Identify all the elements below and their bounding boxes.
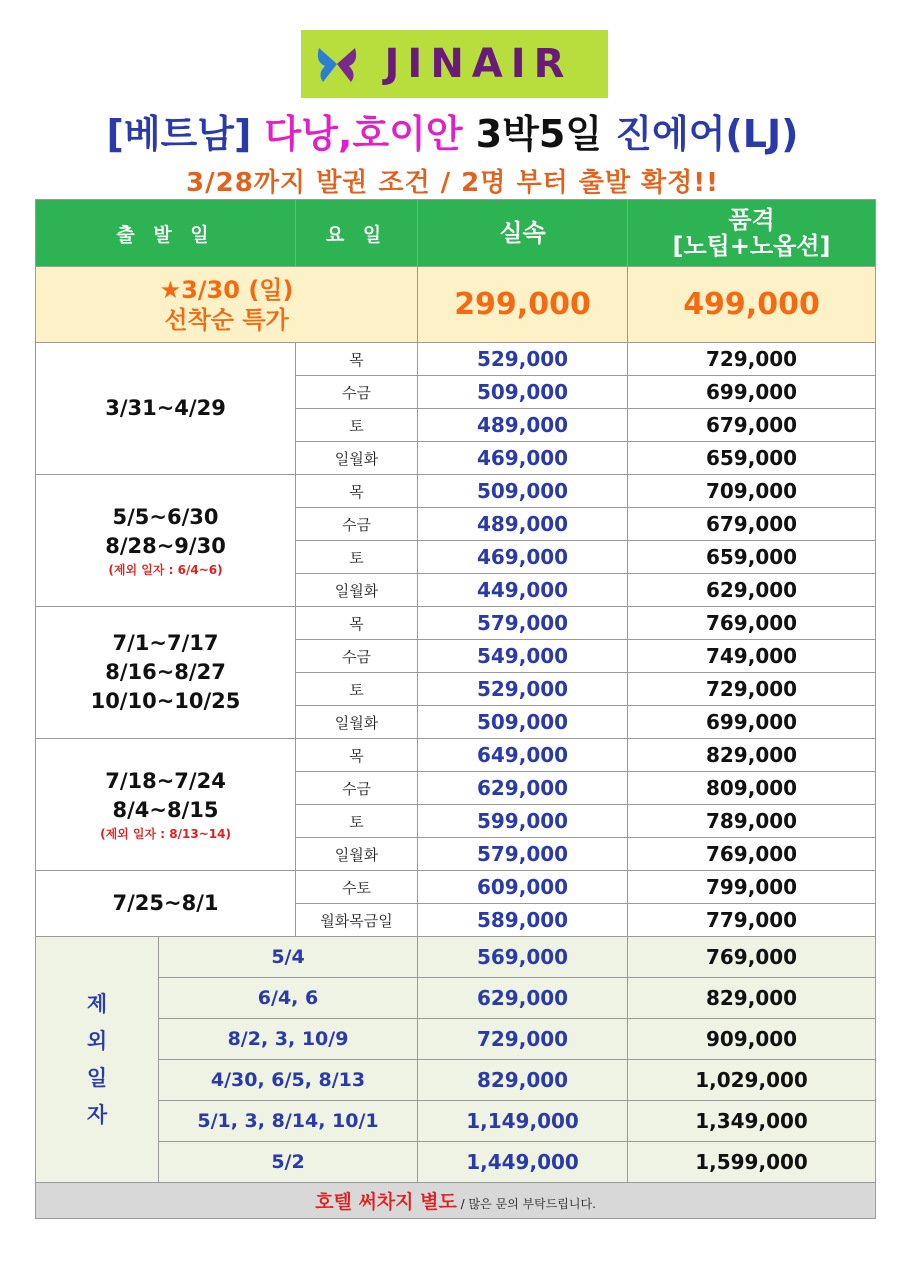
price-economy: 729,000 [418, 1019, 628, 1060]
price-economy: 609,000 [418, 871, 628, 904]
price-economy: 829,000 [418, 1060, 628, 1101]
price-premium: 749,000 [628, 640, 876, 673]
price-economy: 489,000 [418, 508, 628, 541]
price-economy: 629,000 [418, 978, 628, 1019]
price-economy: 509,000 [418, 376, 628, 409]
weekday-cell: 목 [296, 343, 418, 376]
date-range: 7/1~7/17 [112, 631, 219, 655]
price-premium: 1,029,000 [628, 1060, 876, 1101]
weekday-cell: 목 [296, 607, 418, 640]
butterfly-logo-icon [315, 42, 359, 86]
price-economy: 469,000 [418, 442, 628, 475]
weekday-cell: 수금 [296, 640, 418, 673]
inquiry-note: 많은 문의 부탁드립니다. [468, 1197, 596, 1211]
weekday-cell: 수토 [296, 871, 418, 904]
weekday-cell: 일월화 [296, 442, 418, 475]
weekday-cell: 수금 [296, 772, 418, 805]
date-range: 7/18~7/24 [105, 768, 226, 793]
special-offer-label: ★3/30 (일) 선착순 특가 [36, 267, 418, 343]
weekday-cell: 토 [296, 673, 418, 706]
date-range: 10/10~10/25 [90, 689, 241, 713]
table-row [36, 739, 876, 772]
price-premium: 779,000 [628, 904, 876, 937]
table-row [36, 871, 876, 904]
price-premium: 629,000 [628, 574, 876, 607]
price-premium: 709,000 [628, 475, 876, 508]
weekday-cell: 목 [296, 475, 418, 508]
special-price-premium: 499,000 [628, 267, 876, 343]
price-table [35, 199, 876, 1219]
price-premium: 769,000 [628, 838, 876, 871]
price-premium: 699,000 [628, 706, 876, 739]
weekday-cell: 일월화 [296, 706, 418, 739]
date-range-cell [36, 475, 296, 607]
weekday-cell: 수금 [296, 376, 418, 409]
excluded-date-row [36, 937, 876, 978]
excluded-date-row [36, 1019, 876, 1060]
excluded-dates-label [36, 937, 159, 1183]
excluded-date: 5/2 [159, 1142, 418, 1183]
price-economy: 469,000 [418, 541, 628, 574]
footer-separator: / [456, 1197, 469, 1211]
table-header-row [36, 200, 876, 267]
price-premium: 799,000 [628, 871, 876, 904]
excluded-date-row [36, 1060, 876, 1101]
price-premium: 909,000 [628, 1019, 876, 1060]
date-range: 3/31~4/29 [105, 396, 226, 420]
price-economy: 589,000 [418, 904, 628, 937]
price-premium: 679,000 [628, 409, 876, 442]
price-economy: 649,000 [418, 739, 628, 772]
excluded-date-row [36, 1101, 876, 1142]
price-economy: 1,449,000 [418, 1142, 628, 1183]
header-weekday: 요 일 [296, 200, 418, 267]
header-economy: 실속 [418, 200, 628, 267]
date-range-cell [36, 739, 296, 871]
header-premium: 품격 [노팁+노옵션] [628, 200, 876, 267]
excluded-date-row [36, 1142, 876, 1183]
weekday-cell: 목 [296, 739, 418, 772]
price-economy: 529,000 [418, 343, 628, 376]
excluded-date: 8/2, 3, 10/9 [159, 1019, 418, 1060]
excluded-label-char: 자 [86, 1102, 108, 1127]
date-range: 7/25~8/1 [112, 891, 219, 915]
price-premium: 809,000 [628, 772, 876, 805]
price-economy: 599,000 [418, 805, 628, 838]
logo-brand-text: JINAIR [384, 41, 573, 87]
price-economy: 509,000 [418, 475, 628, 508]
table-row [36, 343, 876, 376]
price-economy: 629,000 [418, 772, 628, 805]
price-premium: 1,599,000 [628, 1142, 876, 1183]
weekday-cell: 일월화 [296, 838, 418, 871]
weekday-cell: 월화목금일 [296, 904, 418, 937]
table-row [36, 607, 876, 640]
header-date: 출 발 일 [36, 200, 296, 267]
excluded-dates-note: (제외 일자 : 8/13~14) [100, 826, 231, 841]
price-premium: 729,000 [628, 673, 876, 706]
excluded-date-row [36, 978, 876, 1019]
date-range-cell [36, 343, 296, 475]
weekday-cell: 수금 [296, 508, 418, 541]
price-economy: 509,000 [418, 706, 628, 739]
hotel-surcharge-note: 호텔 써차지 별도 [315, 1191, 457, 1213]
excluded-date: 6/4, 6 [159, 978, 418, 1019]
excluded-label-char: 일 [86, 1065, 108, 1090]
weekday-cell: 토 [296, 541, 418, 574]
price-economy: 569,000 [418, 937, 628, 978]
page-title [0, 103, 905, 158]
price-premium: 729,000 [628, 343, 876, 376]
excluded-date: 5/4 [159, 937, 418, 978]
weekday-cell: 토 [296, 805, 418, 838]
excluded-label-char: 외 [86, 1028, 108, 1053]
price-premium: 679,000 [628, 508, 876, 541]
date-range: 5/5~6/30 [112, 504, 219, 529]
price-premium: 659,000 [628, 541, 876, 574]
excluded-date: 4/30, 6/5, 8/13 [159, 1060, 418, 1101]
excluded-dates-note: (제외 일자 : 6/4~6) [108, 562, 223, 577]
price-premium: 789,000 [628, 805, 876, 838]
weekday-cell: 일월화 [296, 574, 418, 607]
title-destination: 다낭,호이안 [264, 112, 463, 156]
price-premium: 659,000 [628, 442, 876, 475]
footer-row [36, 1183, 876, 1219]
price-premium: 1,349,000 [628, 1101, 876, 1142]
price-premium: 829,000 [628, 978, 876, 1019]
price-premium: 769,000 [628, 607, 876, 640]
title-airline: 진에어(LJ) [615, 112, 799, 156]
special-price-economy: 299,000 [418, 267, 628, 343]
date-range: 8/16~8/27 [105, 660, 226, 684]
excluded-label-char: 제 [86, 991, 108, 1016]
price-economy: 579,000 [418, 607, 628, 640]
footer-cell [36, 1183, 876, 1219]
price-economy: 489,000 [418, 409, 628, 442]
price-economy: 529,000 [418, 673, 628, 706]
excluded-date: 5/1, 3, 8/14, 10/1 [159, 1101, 418, 1142]
date-range-cell [36, 607, 296, 739]
date-range: 8/4~8/15 [112, 797, 219, 822]
title-duration: 3박5일 [475, 112, 603, 156]
date-range: 8/28~9/30 [105, 533, 226, 558]
price-premium: 829,000 [628, 739, 876, 772]
price-premium: 769,000 [628, 937, 876, 978]
price-economy: 449,000 [418, 574, 628, 607]
price-economy: 579,000 [418, 838, 628, 871]
price-premium: 699,000 [628, 376, 876, 409]
jinair-logo [301, 30, 608, 98]
title-country: [베트남] [106, 112, 252, 156]
special-offer-row [36, 267, 876, 343]
page-subtitle: 3/28까지 발권 조건 / 2명 부터 출발 확정!! [186, 168, 719, 198]
table-row [36, 475, 876, 508]
date-range-cell [36, 871, 296, 937]
price-economy: 549,000 [418, 640, 628, 673]
price-economy: 1,149,000 [418, 1101, 628, 1142]
weekday-cell: 토 [296, 409, 418, 442]
